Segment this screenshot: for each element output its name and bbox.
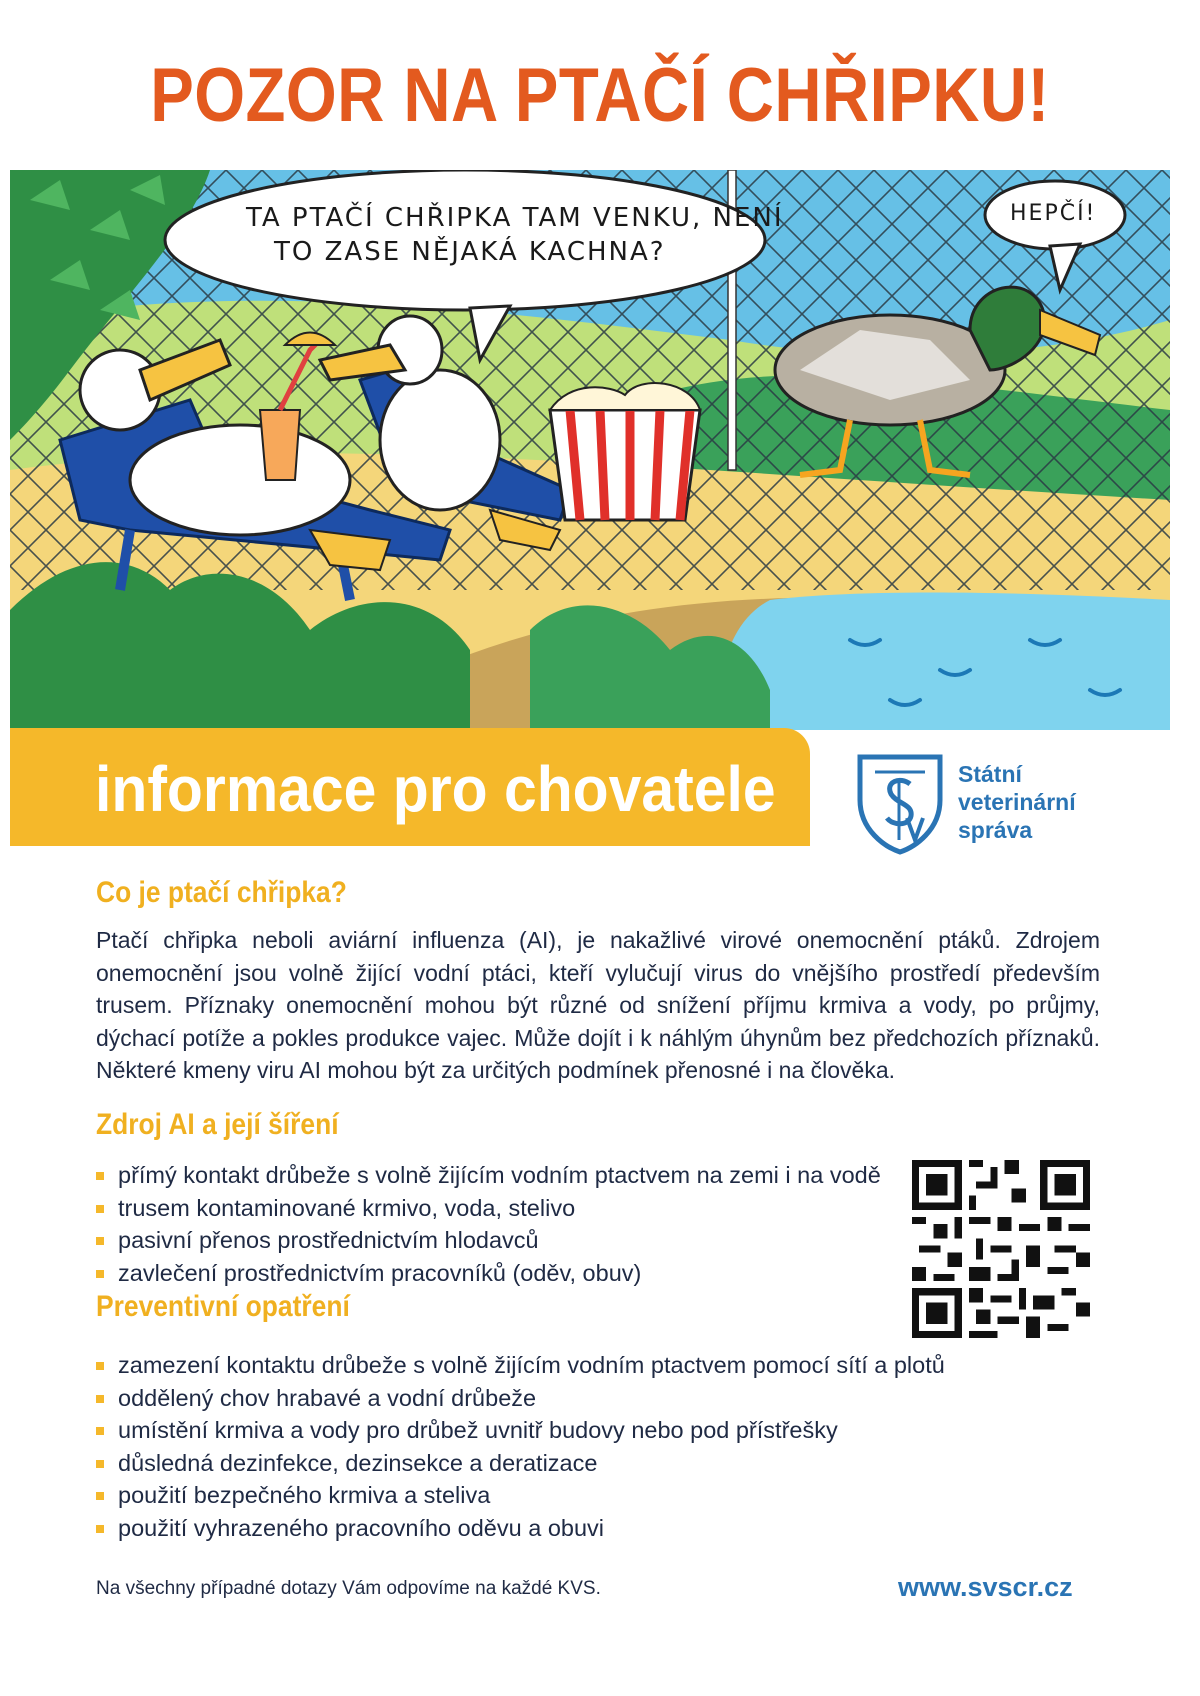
- list-item: přímý kontakt drůbeže s volně žijícím vodním ptactvem na zemi i na vodě: [96, 1159, 881, 1192]
- section-heading-source: Zdroj AI a její šíření: [96, 1108, 339, 1141]
- banner-title: informace pro chovatele: [95, 753, 776, 825]
- bullet-square-icon: [96, 1427, 104, 1435]
- source-list: [96, 1159, 881, 1289]
- list-item: oddělený chov hrabavé a vodní drůbeže: [96, 1382, 945, 1415]
- list-item: důsledná dezinfekce, dezinsekce a deratizace: [96, 1447, 945, 1480]
- speech-bubble-line-1: TA PTAČÍ CHŘIPKA TAM VENKU, NENÍ: [246, 203, 784, 233]
- logo-line-1: Státní: [958, 761, 1022, 787]
- footer-note: Na všechny případné dotazy Vám odpovíme na každé KVS.: [96, 1578, 601, 1599]
- prevention-list: [96, 1349, 945, 1544]
- svs-logo-icon: [855, 752, 945, 856]
- bullet-square-icon: [96, 1492, 104, 1500]
- section-heading-what: Co je ptačí chřipka?: [96, 876, 347, 909]
- bullet-square-icon: [96, 1525, 104, 1533]
- list-item: trusem kontaminované krmivo, voda, stelivo: [96, 1192, 881, 1225]
- list-item: použití bezpečného krmiva a steliva: [96, 1479, 945, 1512]
- qr-code-icon[interactable]: [912, 1160, 1090, 1338]
- bullet-square-icon: [96, 1460, 104, 1468]
- bullet-square-icon: [96, 1362, 104, 1370]
- list-item: zamezení kontaktu drůbeže s volně žijícím vodním ptactvem pomocí sítí a plotů: [96, 1349, 945, 1382]
- bullet-square-icon: [96, 1205, 104, 1213]
- page-headline: POZOR NA PTAČÍ CHŘIPKU!: [150, 53, 1050, 138]
- bullet-square-icon: [96, 1395, 104, 1403]
- logo-line-3: správa: [958, 817, 1033, 843]
- bullet-square-icon: [96, 1172, 104, 1180]
- duck-speech-bubble: HEPČÍ!: [1010, 201, 1097, 226]
- list-item: použití vyhrazeného pracovního oděvu a obuvi: [96, 1512, 945, 1545]
- cartoon-illustration: [10, 170, 1170, 730]
- logo-text: [958, 760, 1076, 844]
- bullet-square-icon: [96, 1237, 104, 1245]
- list-item: zavlečení prostřednictvím pracovníků (oděv, obuv): [96, 1257, 881, 1290]
- section-text-what: Ptačí chřipka neboli aviární influenza (AI), je nakažlivé virové onemocnění ptáků. Zdrojem onemocnění jsou volně žijící vodní ptáci, kteří vylučují virus do vnějšího prostředí především trusem. Příznaky onemocnění mohou být různé od snížení příjmu krmiva a vody, po průjmy, dýchací potíže a pokles produkce vajec. Může dojít i k náhlým úhynům bez předchozích příznaků. Některé kmeny viru AI mohou být za určitých podmínek přenosné i na člověka.: [96, 927, 1100, 1083]
- speech-bubble-line-2: TO ZASE NĚJAKÁ KACHNA?: [274, 237, 666, 267]
- list-item: umístění krmiva a vody pro drůbež uvnitř budovy nebo pod přístřešky: [96, 1414, 945, 1447]
- logo-line-2: veterinární: [958, 789, 1076, 815]
- list-item: pasivní přenos prostřednictvím hlodavců: [96, 1224, 881, 1257]
- bullet-square-icon: [96, 1270, 104, 1278]
- section-heading-prevention: Preventivní opatření: [96, 1290, 350, 1323]
- website-link[interactable]: www.svscr.cz: [898, 1572, 1073, 1602]
